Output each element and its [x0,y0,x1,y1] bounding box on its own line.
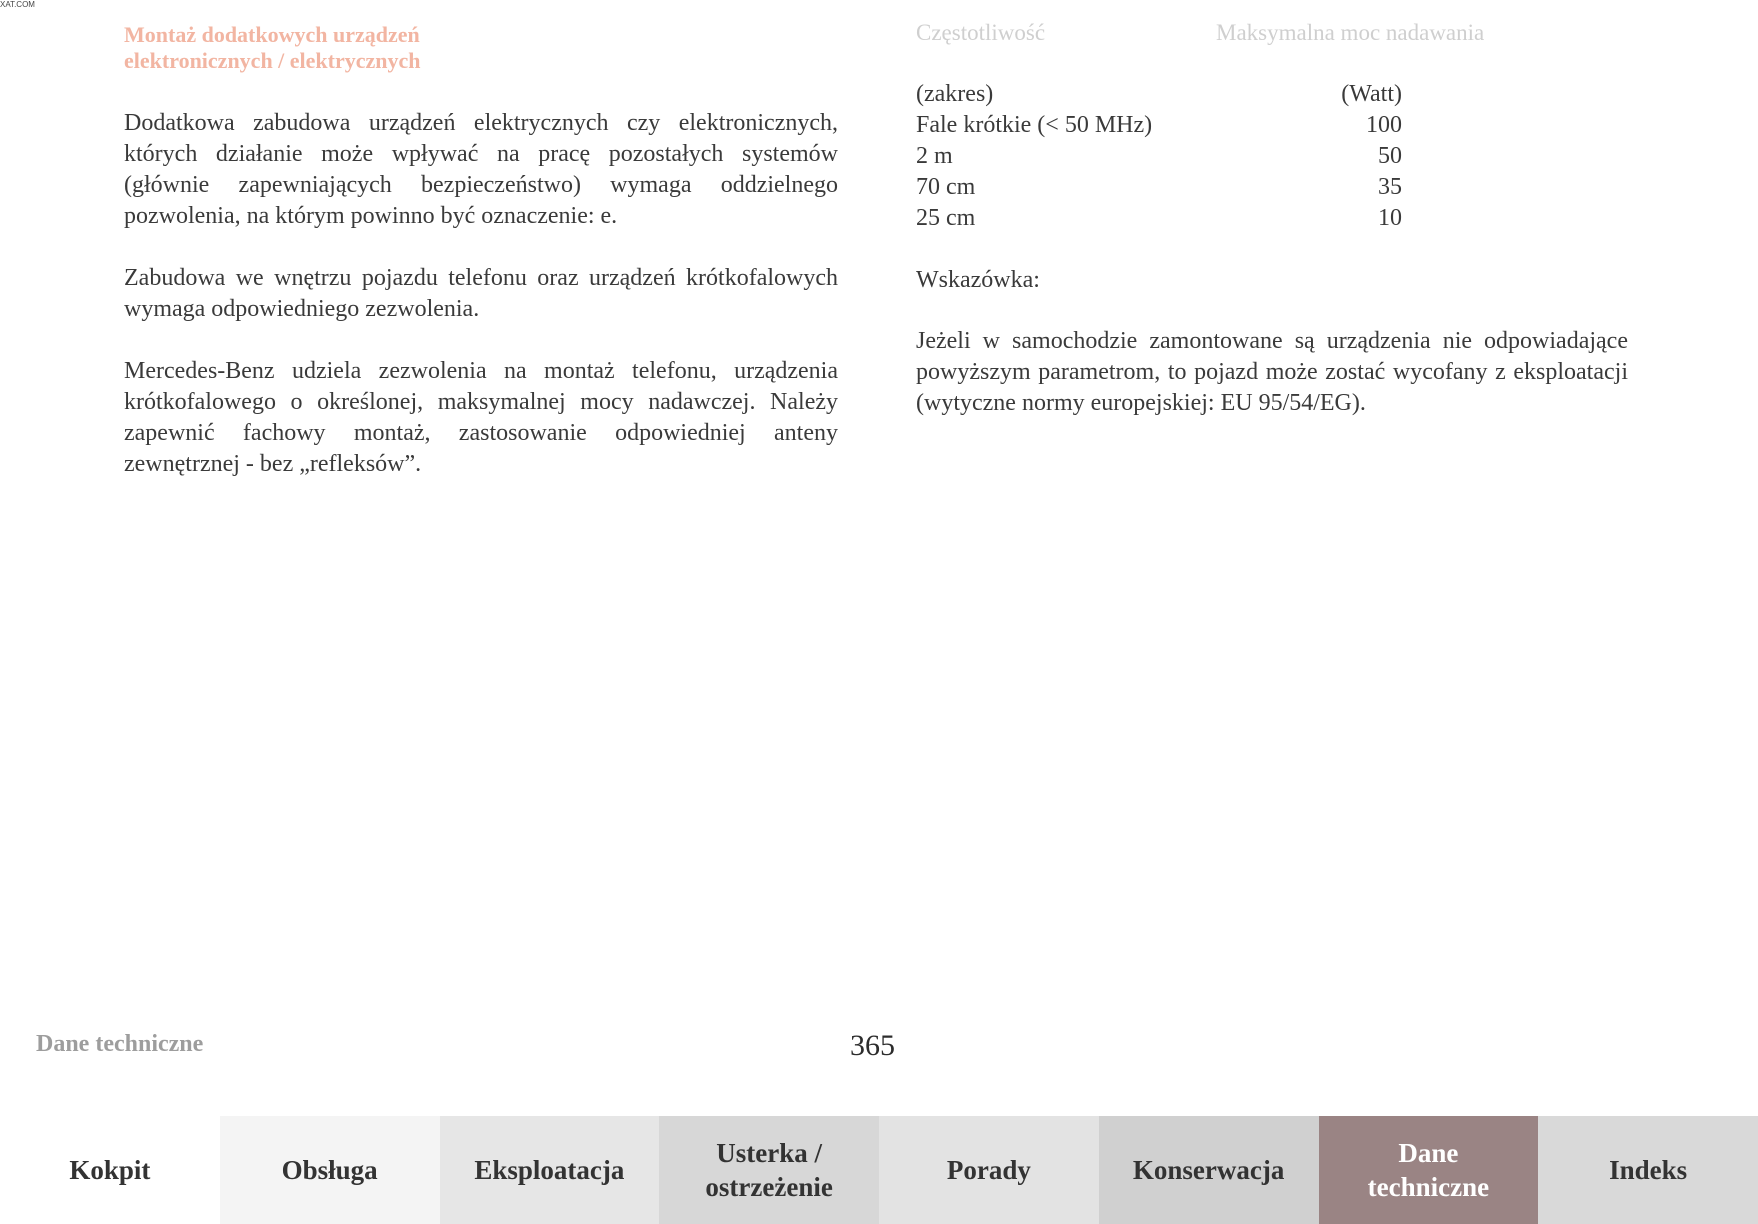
chapter-nav-bar [0,1116,1758,1224]
row-range: 25 cm [916,205,976,231]
table-header-power: Maksymalna moc nadawania [1216,20,1485,45]
row-range: 70 cm [916,174,976,200]
nav-tab-indeks[interactable]: Indeks [1538,1116,1758,1224]
table-row [916,110,1402,141]
paragraph-1: Dodatkowa zabudowa urządzeń elektrycznych czy elektronicznych, których działanie może wpływać na pracę pozostałych systemów (głównie zapewniających bezpieczeństwo) wymaga oddzielnego pozwolenia, na którym powinno być oznaczenie: e. [124,110,838,229]
nav-tab-obsluga[interactable]: Obsługa [220,1116,440,1224]
watermark: XAT.COM [0,0,35,9]
table-header-frequency: Częstotliwość [916,20,1046,45]
frequency-table [916,79,1402,234]
row-watt: 50 [1378,143,1402,169]
row-watt: 10 [1378,205,1402,231]
left-column [124,108,838,511]
page-number: 365 [850,1029,895,1062]
nav-tab-dane-techniczne[interactable]: Dane techniczne [1319,1116,1539,1224]
subheader-watt: (Watt) [1341,81,1402,107]
row-watt: 100 [1366,112,1402,138]
note-text: Jeżeli w samochodzie zamontowane są urządzenia nie odpowiadające powyższym parametrom, to pojazd może zostać wycofany z eksploatacji (wytyczne normy europejskiej: EU 95/54/EG). [916,328,1628,416]
row-range: Fale krótkie (< 50 MHz) [916,112,1153,138]
table-row [916,172,1402,203]
nav-tab-usterka[interactable]: Usterka / ostrzeżenie [659,1116,879,1224]
subheader-range: (zakres) [916,81,994,107]
table-subheader-row [916,79,1402,110]
nav-tab-eksploatacja[interactable]: Eksploatacja [440,1116,660,1224]
note-label: Wskazówka: [916,267,1040,293]
footer-section-title: Dane techniczne [36,1031,204,1057]
paragraph-3: Mercedes-Benz udziela zezwolenia na montaż telefonu, urządzenia krótkofalowego o określonej, maksymalnej mocy nadawczej. Należy zapewnić fachowy montaż, zastosowanie odpowiedniej anteny zewnętrznej - bez „refleksów”. [124,358,838,477]
heading-line-2: elektronicznych / elektrycznych [124,48,421,73]
table-row [916,141,1402,172]
table-row [916,203,1402,234]
row-watt: 35 [1378,174,1402,200]
row-range: 2 m [916,143,953,169]
paragraph-2: Zabudowa we wnętrzu pojazdu telefonu oraz urządzeń krótkofalowych wymaga odpowiedniego zezwolenia. [124,265,838,322]
nav-tab-konserwacja[interactable]: Konserwacja [1099,1116,1319,1224]
heading-line-1: Montaż dodatkowych urządzeń [124,22,420,47]
nav-tab-porady[interactable]: Porady [879,1116,1099,1224]
section-heading [124,22,684,74]
nav-tab-kokpit[interactable]: Kokpit [0,1116,220,1224]
